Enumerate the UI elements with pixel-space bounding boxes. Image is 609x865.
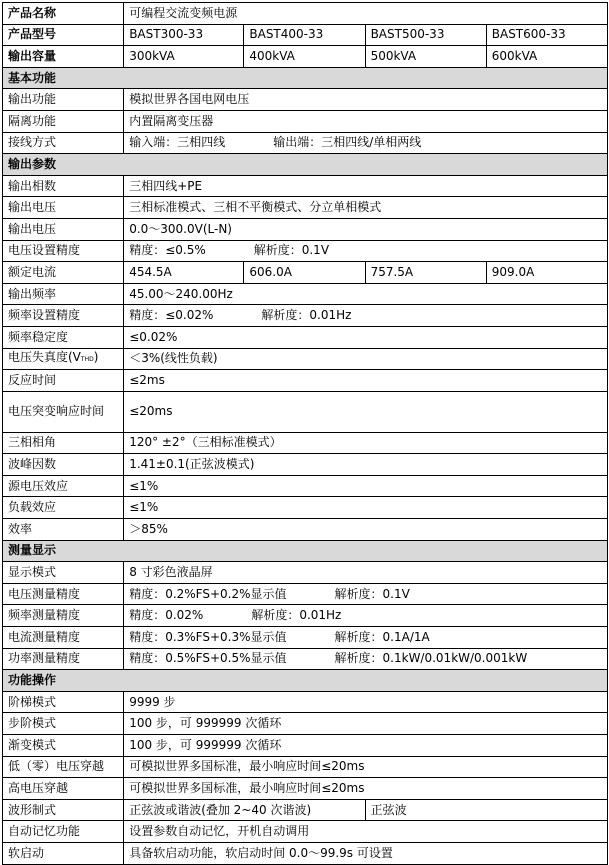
section-title-output: 输出参数 — [3, 154, 608, 176]
row-value: 可模拟世界多国标准，最小响应时间≤20ms — [124, 756, 608, 778]
capacity-cell: 500kVA — [365, 46, 486, 68]
table-row — [3, 305, 608, 327]
table-row — [3, 562, 608, 584]
row-value: ＞85% — [124, 519, 608, 541]
row-label: 低（零）电压穿越 — [3, 756, 124, 778]
thd-subscript: THD — [80, 356, 94, 364]
row-value — [124, 132, 608, 154]
section-title-basic: 基本功能 — [3, 67, 608, 89]
current-cell: 757.5A — [365, 262, 486, 284]
row-value — [124, 605, 608, 627]
row-label: 步阶模式 — [3, 713, 124, 735]
table-row — [3, 605, 608, 627]
section-title-operation: 功能操作 — [3, 670, 608, 692]
table-row — [3, 497, 608, 519]
row-label: 电流测量精度 — [3, 627, 124, 649]
resolution-text: 解析度：0.1A/1A — [334, 629, 430, 644]
table-row — [3, 475, 608, 497]
row-label: 输出电压 — [3, 197, 124, 219]
wiring-output: 输出端：三相四线/单相两线 — [273, 135, 422, 150]
row-label: 输出电压 — [3, 218, 124, 240]
section-title-measure: 测量显示 — [3, 540, 608, 562]
row-label: 高电压穿越 — [3, 778, 124, 800]
value-product-name: 可编程交流变频电源 — [124, 3, 608, 25]
row-label: 软启动 — [3, 842, 124, 864]
capacity-cell: 400kVA — [244, 46, 365, 68]
row-value: 100 步，可 999999 次循环 — [124, 713, 608, 735]
table-row — [3, 197, 608, 219]
row-label: 三相相角 — [3, 432, 124, 454]
accuracy-text: 精度：0.5%FS+0.5%显示值 — [129, 651, 287, 666]
table-row — [3, 370, 608, 392]
table-row — [3, 89, 608, 111]
row-value: 45.00～240.00Hz — [124, 283, 608, 305]
section-output — [3, 154, 608, 176]
wiring-input: 输入端：三相四线 — [129, 135, 226, 150]
table-row — [3, 627, 608, 649]
accuracy-text: 精度：≤0.02% — [129, 308, 214, 323]
model-cell: BAST400-33 — [244, 24, 365, 46]
table-row — [3, 778, 608, 800]
table-row — [3, 283, 608, 305]
row-value: ≤0.02% — [124, 326, 608, 348]
row-value: 1.41±0.1(正弦波模式) — [124, 454, 608, 476]
row-label: 电压设置精度 — [3, 240, 124, 262]
row-value: 0.0～300.0V(L-N) — [124, 218, 608, 240]
row-label: 电压突变响应时间 — [3, 391, 124, 432]
row-label: 反应时间 — [3, 370, 124, 392]
row-label: 效率 — [3, 519, 124, 541]
row-value — [124, 648, 608, 670]
row-label: 负载效应 — [3, 497, 124, 519]
row-label — [3, 348, 124, 370]
row-product-model — [3, 24, 608, 46]
table-row — [3, 799, 608, 821]
row-value — [124, 583, 608, 605]
table-row — [3, 519, 608, 541]
table-row — [3, 391, 608, 432]
table-row — [3, 326, 608, 348]
table-row — [3, 110, 608, 132]
row-label: 功率测量精度 — [3, 648, 124, 670]
row-label: 输出频率 — [3, 283, 124, 305]
section-basic — [3, 67, 608, 89]
resolution-text: 解析度：0.1V — [253, 243, 330, 258]
row-label: 电压测量精度 — [3, 583, 124, 605]
row-label: 频率测量精度 — [3, 605, 124, 627]
row-value: 100 步，可 999999 次循环 — [124, 735, 608, 757]
row-value: 三相标准模式、三相不平衡模式、分立单相模式 — [124, 197, 608, 219]
section-measure — [3, 540, 608, 562]
row-label: 输出功能 — [3, 89, 124, 111]
row-label: 额定电流 — [3, 262, 124, 284]
row-value — [124, 240, 608, 262]
row-label: 显示模式 — [3, 562, 124, 584]
table-row — [3, 691, 608, 713]
thd-label: 电压失真度(V — [8, 350, 81, 365]
spec-table — [2, 2, 608, 865]
row-value: ＜3%(线性负载) — [124, 348, 608, 370]
thd-label-end: ) — [93, 350, 99, 365]
row-label: 输出相数 — [3, 175, 124, 197]
row-label: 频率稳定度 — [3, 326, 124, 348]
model-cell: BAST600-33 — [486, 24, 607, 46]
row-value-extra: 正弦波 — [365, 799, 607, 821]
table-row — [3, 262, 608, 284]
table-row — [3, 348, 608, 370]
row-value: 可模拟世界多国标准，最小响应时间≤20ms — [124, 778, 608, 800]
current-cell: 606.0A — [244, 262, 365, 284]
table-row — [3, 583, 608, 605]
row-value: 具备软启动功能，软启动时间 0.0～99.9s 可设置 — [124, 842, 608, 864]
row-value: 9999 步 — [124, 691, 608, 713]
row-label: 隔离功能 — [3, 110, 124, 132]
capacity-cell: 600kVA — [486, 46, 607, 68]
resolution-text: 解析度：0.01Hz — [251, 608, 342, 623]
row-value: 设置参数自动记忆，开机自动调用 — [124, 821, 608, 843]
table-row — [3, 175, 608, 197]
row-label: 阶梯模式 — [3, 691, 124, 713]
accuracy-text: 精度：≤0.5% — [129, 243, 206, 258]
section-operation — [3, 670, 608, 692]
label-product-model: 产品型号 — [3, 24, 124, 46]
row-value: ≤1% — [124, 497, 608, 519]
model-cell: BAST500-33 — [365, 24, 486, 46]
table-row — [3, 132, 608, 154]
resolution-text: 解析度：0.1kW/0.01kW/0.001kW — [334, 651, 528, 666]
table-row — [3, 842, 608, 864]
label-product-name: 产品名称 — [3, 3, 124, 25]
current-cell: 454.5A — [124, 262, 244, 284]
row-label: 波形制式 — [3, 799, 124, 821]
row-value: ≤20ms — [124, 391, 608, 432]
label-output-capacity: 输出容量 — [3, 46, 124, 68]
row-value: ≤2ms — [124, 370, 608, 392]
row-output-capacity — [3, 46, 608, 68]
table-row — [3, 454, 608, 476]
capacity-cell: 300kVA — [124, 46, 244, 68]
row-label: 频率设置精度 — [3, 305, 124, 327]
row-value: 正弦波或谐波(叠加 2~40 次谐波) — [124, 799, 365, 821]
row-label: 源电压效应 — [3, 475, 124, 497]
table-row — [3, 240, 608, 262]
accuracy-text: 精度：0.2%FS+0.2%显示值 — [129, 586, 287, 601]
table-row — [3, 218, 608, 240]
row-value: 8 寸彩色液晶屏 — [124, 562, 608, 584]
table-row — [3, 648, 608, 670]
row-value — [124, 627, 608, 649]
row-value: 三相四线+PE — [124, 175, 608, 197]
row-value: ≤1% — [124, 475, 608, 497]
row-value: 内置隔离变压器 — [124, 110, 608, 132]
accuracy-text: 精度：0.02% — [129, 608, 204, 623]
model-cell: BAST300-33 — [124, 24, 244, 46]
table-row — [3, 735, 608, 757]
table-row — [3, 432, 608, 454]
resolution-text: 解析度：0.01Hz — [261, 308, 352, 323]
row-value: 模拟世界各国电网电压 — [124, 89, 608, 111]
current-cell: 909.0A — [486, 262, 607, 284]
table-row — [3, 821, 608, 843]
row-label: 自动记忆功能 — [3, 821, 124, 843]
accuracy-text: 精度：0.3%FS+0.3%显示值 — [129, 629, 287, 644]
row-label: 波峰因数 — [3, 454, 124, 476]
table-row — [3, 713, 608, 735]
row-value — [124, 305, 608, 327]
table-row — [3, 756, 608, 778]
row-value: 120° ±2°（三相标准模式） — [124, 432, 608, 454]
row-label: 接线方式 — [3, 132, 124, 154]
row-label: 渐变模式 — [3, 735, 124, 757]
row-product-name — [3, 3, 608, 25]
resolution-text: 解析度：0.1V — [334, 586, 410, 601]
